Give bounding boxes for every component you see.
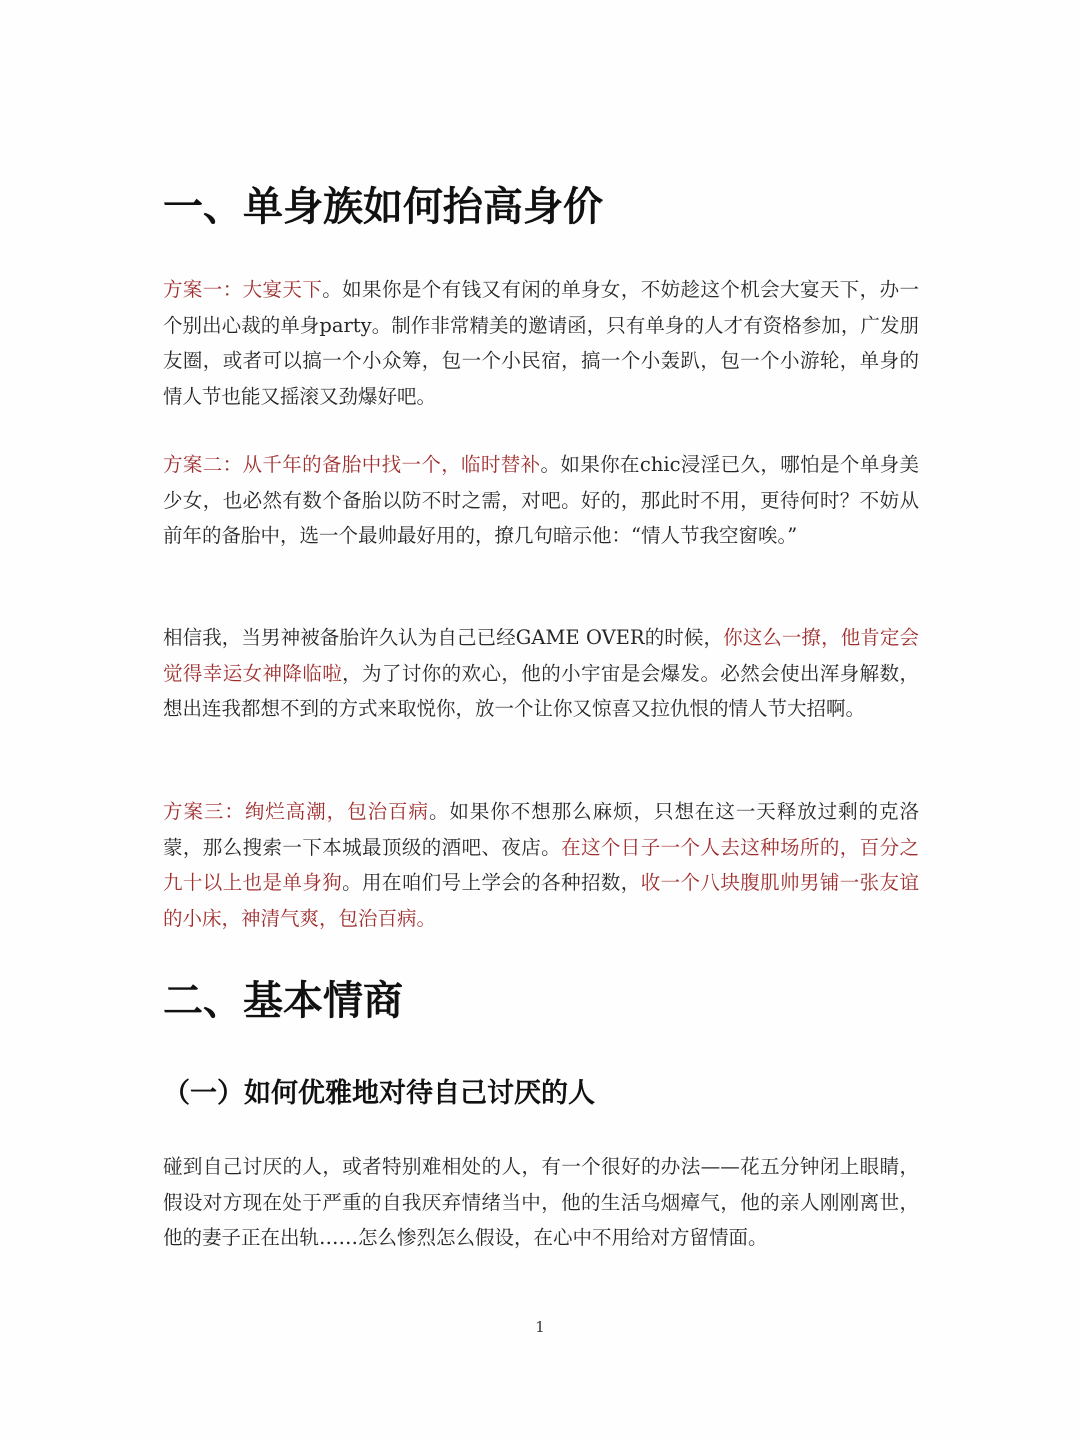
plan-3-text-b: 。用在咱们号上学会的各种招数，	[342, 871, 641, 894]
believe-me-text-b: ，为了讨你的欢心，他的小宇宙是会爆发。必然会使出浑身解数，想出连我都想不到的方式来取悦你，放一个让你又惊喜又拉仇恨的情人节大招啊。	[163, 661, 919, 720]
plan-3-lead: 方案三：绚烂高潮，包治百病	[163, 800, 429, 823]
plan-1-paragraph	[163, 272, 919, 414]
page-number: 1	[535, 1318, 545, 1336]
plan-3-text-a: 。如果你不想那么麻烦，只想在这一天释放过剩的克洛蒙，那么搜索一下本城最顶级的酒吧、夜店。	[163, 800, 919, 859]
subsection-1-heading: （一）如何优雅地对待自己讨厌的人	[163, 1078, 595, 1109]
annoying-person-paragraph: 碰到自己讨厌的人，或者特别难相处的人，有一个很好的办法——花五分钟闭上眼睛，假设对方现在处于严重的自我厌弃情绪当中，他的生活乌烟瘴气，他的亲人刚刚离世，他的妻子正在出轨……怎么惨烈怎么假设，在心中不用给对方留情面。	[163, 1155, 919, 1249]
believe-me-paragraph	[163, 620, 919, 727]
plan-2-paragraph	[163, 447, 919, 554]
plan-2-body: 。如果你在chic浸淫已久，哪怕是个单身美少女，也必然有数个备胎以防不时之需，对吧。好的，那此时不用，更待何时？不妨从前年的备胎中，选一个最帅最好用的，撩几句暗示他：“情人节我空窗唉。”	[163, 453, 919, 547]
believe-me-highlight: 你这么一撩，他肯定会觉得幸运女神降临啦	[163, 626, 919, 685]
believe-me-text-a: 相信我，当男神被备胎许久认为自己已经GAME OVER的时候，	[163, 626, 724, 649]
section-1-heading: 一、单身族如何抬高身价	[163, 184, 603, 230]
plan-2-lead: 方案二：从千年的备胎中找一个，临时替补	[163, 453, 541, 476]
section-2-heading: 二、基本情商	[163, 978, 403, 1024]
plan-1-lead: 方案一：大宴天下	[163, 278, 323, 301]
plan-3-highlight-b: 收一个八块腹肌帅男铺一张友谊的小床，神清气爽，包治百病。	[163, 871, 919, 930]
plan-3-highlight-a: 在这个日子一个人去这种场所的，百分之九十以上也是单身狗	[163, 835, 919, 894]
plan-1-body: 。如果你是个有钱又有闲的单身女，不妨趁这个机会大宴天下，办一个别出心裁的单身party。制作非常精美的邀请函，只有单身的人才有资格参加，广发朋友圈，或者可以搞一个小众筹，包一个小民宿，搞一个小轰趴，包一个小游轮，单身的情人节也能又摇滚又劲爆好吧。	[163, 278, 919, 408]
plan-3-paragraph	[163, 794, 919, 936]
